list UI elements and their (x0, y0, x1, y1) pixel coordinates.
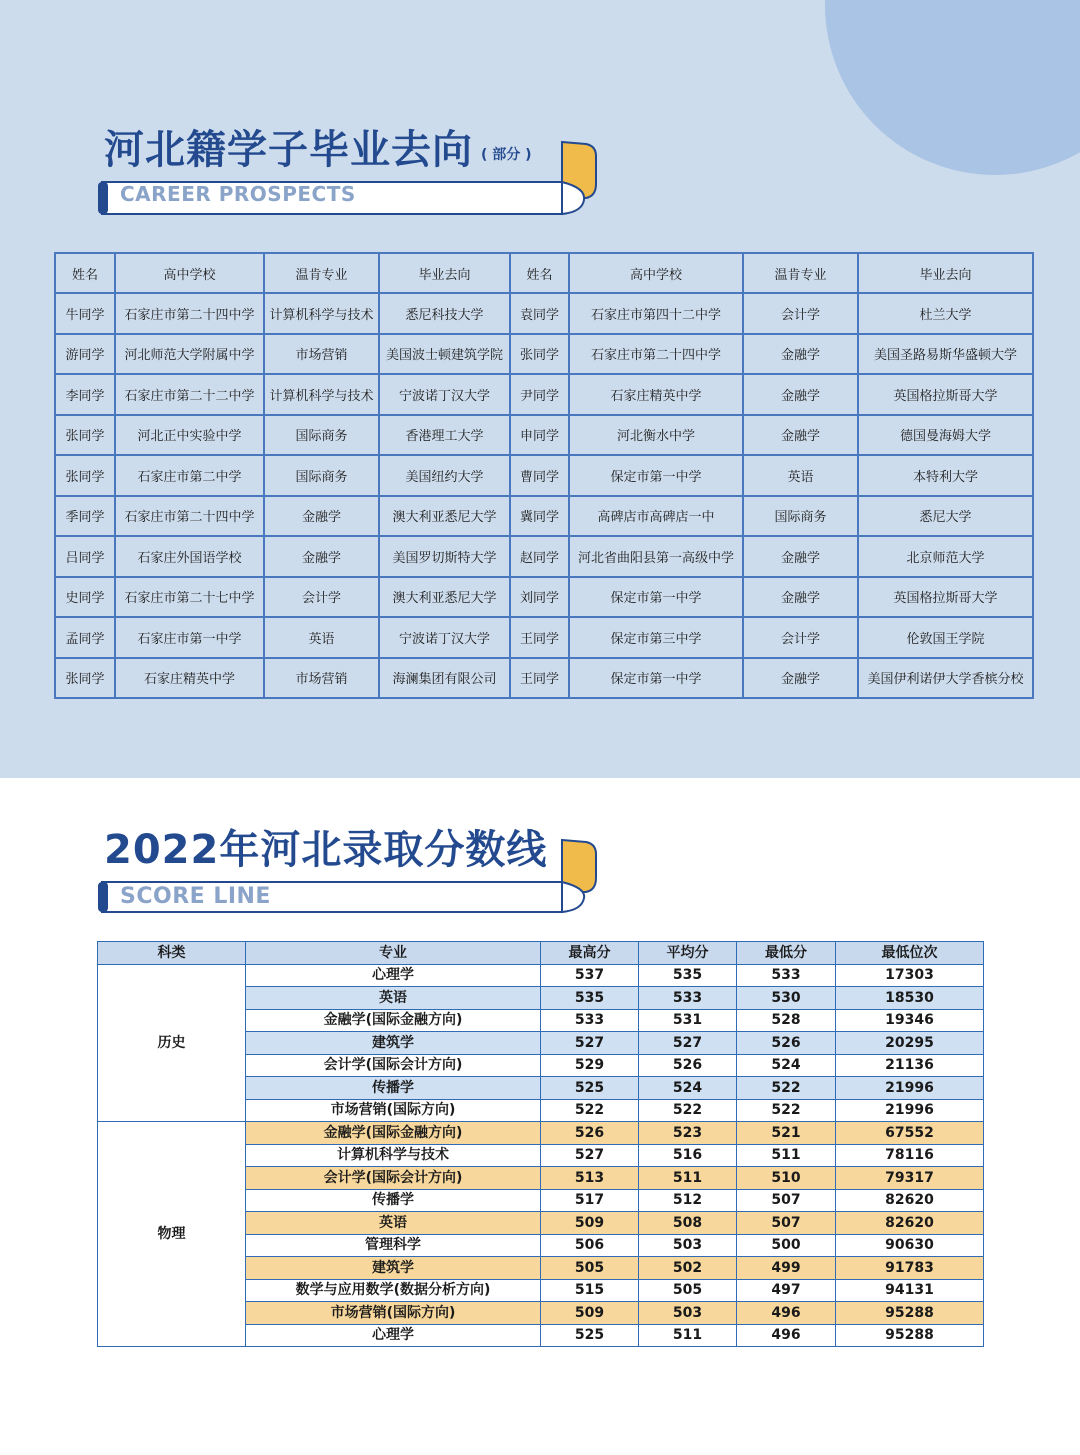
table-cell: 金融学 (743, 536, 858, 577)
table-cell: 石家庄市第二十二中学 (115, 374, 264, 415)
career-header-cell: 姓名 (510, 253, 569, 293)
table-cell: 牛同学 (55, 293, 115, 334)
score-cell: 503 (639, 1234, 737, 1257)
score-cell: 526 (737, 1032, 836, 1055)
table-cell: 石家庄外国语学校 (115, 536, 264, 577)
major-cell: 金融学(国际金融方向) (246, 1009, 541, 1032)
table-cell: 市场营销 (264, 658, 379, 699)
score-cell: 82620 (836, 1189, 984, 1212)
career-header-cell: 温肯专业 (264, 253, 379, 293)
score-cell: 537 (541, 964, 639, 987)
score-cell: 525 (541, 1077, 639, 1100)
table-cell: 保定市第三中学 (569, 617, 743, 658)
major-cell: 管理科学 (246, 1234, 541, 1257)
table-cell: 石家庄市第二十四中学 (115, 293, 264, 334)
score-cell: 524 (737, 1054, 836, 1077)
table-cell: 袁同学 (510, 293, 569, 334)
table-cell: 吕同学 (55, 536, 115, 577)
score-cell: 509 (541, 1212, 639, 1235)
score-cell: 19346 (836, 1009, 984, 1032)
table-row (55, 455, 1033, 496)
table-cell: 保定市第一中学 (569, 577, 743, 618)
score-cell: 524 (639, 1077, 737, 1100)
score-cell: 507 (737, 1189, 836, 1212)
score-cell: 513 (541, 1167, 639, 1190)
career-header-cell: 高中学校 (115, 253, 264, 293)
major-cell: 心理学 (246, 1324, 541, 1347)
score-cell: 515 (541, 1279, 639, 1302)
table-cell: 曹同学 (510, 455, 569, 496)
table-row (55, 293, 1033, 334)
table-cell: 金融学 (743, 577, 858, 618)
score-cell: 508 (639, 1212, 737, 1235)
table-cell: 石家庄精英中学 (115, 658, 264, 699)
score-cell: 527 (541, 1032, 639, 1055)
table-cell: 澳大利亚悉尼大学 (379, 577, 510, 618)
score-cell: 95288 (836, 1324, 984, 1347)
subject-cell: 历史 (98, 964, 246, 1122)
table-cell: 金融学 (264, 496, 379, 537)
score-cell: 496 (737, 1324, 836, 1347)
career-header-cell: 高中学校 (569, 253, 743, 293)
score-header-cell: 最低位次 (836, 942, 984, 965)
major-cell: 数学与应用数学(数据分析方向) (246, 1279, 541, 1302)
table-cell: 赵同学 (510, 536, 569, 577)
score-cell: 522 (639, 1099, 737, 1122)
table-cell: 悉尼大学 (858, 496, 1033, 537)
score-header-cell: 最低分 (737, 942, 836, 965)
score-cell: 533 (639, 987, 737, 1010)
decorative-circle (825, 0, 1080, 175)
table-cell: 刘同学 (510, 577, 569, 618)
score-cell: 510 (737, 1167, 836, 1190)
table-cell: 尹同学 (510, 374, 569, 415)
table-row (98, 1122, 984, 1145)
score-cell: 505 (639, 1279, 737, 1302)
score-cell: 533 (541, 1009, 639, 1032)
table-cell: 美国波士顿建筑学院 (379, 334, 510, 375)
major-cell: 英语 (246, 1212, 541, 1235)
score-cell: 500 (737, 1234, 836, 1257)
table-cell: 冀同学 (510, 496, 569, 537)
table-row (55, 374, 1033, 415)
career-title: 河北籍学子毕业去向 ( 部分 ) (104, 127, 532, 173)
table-row (55, 334, 1033, 375)
table-cell: 保定市第一中学 (569, 455, 743, 496)
table-cell: 国际商务 (264, 455, 379, 496)
score-cell: 507 (737, 1212, 836, 1235)
table-cell: 金融学 (743, 334, 858, 375)
table-cell: 宁波诺丁汉大学 (379, 374, 510, 415)
major-cell: 传播学 (246, 1189, 541, 1212)
score-header-row (98, 942, 984, 965)
career-header-cell: 毕业去向 (858, 253, 1033, 293)
score-cell: 525 (541, 1324, 639, 1347)
score-cell: 516 (639, 1144, 737, 1167)
table-row (55, 577, 1033, 618)
score-cell: 506 (541, 1234, 639, 1257)
career-table (54, 252, 1034, 699)
career-header-cell: 姓名 (55, 253, 115, 293)
score-cell: 91783 (836, 1257, 984, 1280)
score-cell: 526 (639, 1054, 737, 1077)
table-cell: 市场营销 (264, 334, 379, 375)
table-cell: 美国圣路易斯华盛顿大学 (858, 334, 1033, 375)
score-cell: 67552 (836, 1122, 984, 1145)
table-cell: 会计学 (743, 293, 858, 334)
score-cell: 95288 (836, 1302, 984, 1325)
table-cell: 金融学 (743, 374, 858, 415)
table-cell: 保定市第一中学 (569, 658, 743, 699)
table-cell: 本特利大学 (858, 455, 1033, 496)
table-cell: 澳大利亚悉尼大学 (379, 496, 510, 537)
table-cell: 河北衡水中学 (569, 415, 743, 456)
score-cell: 21996 (836, 1099, 984, 1122)
table-row (55, 415, 1033, 456)
major-cell: 建筑学 (246, 1257, 541, 1280)
table-cell: 英语 (743, 455, 858, 496)
score-cell: 21136 (836, 1054, 984, 1077)
table-cell: 英国格拉斯哥大学 (858, 374, 1033, 415)
table-cell: 香港理工大学 (379, 415, 510, 456)
major-cell: 会计学(国际会计方向) (246, 1054, 541, 1077)
table-cell: 伦敦国王学院 (858, 617, 1033, 658)
table-cell: 张同学 (510, 334, 569, 375)
table-cell: 国际商务 (264, 415, 379, 456)
table-row (55, 536, 1033, 577)
table-cell: 王同学 (510, 658, 569, 699)
table-cell: 美国伊利诺伊大学香槟分校 (858, 658, 1033, 699)
score-cell: 533 (737, 964, 836, 987)
table-cell: 李同学 (55, 374, 115, 415)
table-cell: 河北正中实验中学 (115, 415, 264, 456)
career-banner (96, 126, 606, 226)
table-cell: 英语 (264, 617, 379, 658)
major-cell: 会计学(国际会计方向) (246, 1167, 541, 1190)
table-cell: 石家庄市第二中学 (115, 455, 264, 496)
table-cell: 美国罗切斯特大学 (379, 536, 510, 577)
score-cell: 503 (639, 1302, 737, 1325)
score-cell: 502 (639, 1257, 737, 1280)
table-cell: 石家庄市第二十四中学 (569, 334, 743, 375)
score-cell: 509 (541, 1302, 639, 1325)
score-cell: 522 (541, 1099, 639, 1122)
table-cell: 海澜集团有限公司 (379, 658, 510, 699)
table-cell: 德国曼海姆大学 (858, 415, 1033, 456)
major-cell: 心理学 (246, 964, 541, 987)
major-cell: 计算机科学与技术 (246, 1144, 541, 1167)
major-cell: 传播学 (246, 1077, 541, 1100)
table-cell: 申同学 (510, 415, 569, 456)
score-subtitle: SCORE LINE (120, 884, 271, 909)
table-row (55, 658, 1033, 699)
table-cell: 杜兰大学 (858, 293, 1033, 334)
table-cell: 美国纽约大学 (379, 455, 510, 496)
score-cell: 531 (639, 1009, 737, 1032)
table-cell: 会计学 (743, 617, 858, 658)
table-cell: 石家庄精英中学 (569, 374, 743, 415)
major-cell: 金融学(国际金融方向) (246, 1122, 541, 1145)
table-cell: 英国格拉斯哥大学 (858, 577, 1033, 618)
table-cell: 张同学 (55, 415, 115, 456)
score-cell: 79317 (836, 1167, 984, 1190)
career-header-cell: 毕业去向 (379, 253, 510, 293)
table-cell: 高碑店市高碑店一中 (569, 496, 743, 537)
table-cell: 史同学 (55, 577, 115, 618)
score-banner (96, 826, 606, 926)
score-cell: 18530 (836, 987, 984, 1010)
table-cell: 石家庄市第四十二中学 (569, 293, 743, 334)
table-cell: 石家庄市第二十四中学 (115, 496, 264, 537)
table-cell: 河北师范大学附属中学 (115, 334, 264, 375)
major-cell: 英语 (246, 987, 541, 1010)
score-cell: 78116 (836, 1144, 984, 1167)
score-cell: 90630 (836, 1234, 984, 1257)
score-cell: 526 (541, 1122, 639, 1145)
table-cell: 宁波诺丁汉大学 (379, 617, 510, 658)
table-row (55, 496, 1033, 537)
score-cell: 499 (737, 1257, 836, 1280)
score-cell: 527 (639, 1032, 737, 1055)
score-cell: 511 (737, 1144, 836, 1167)
score-cell: 522 (737, 1099, 836, 1122)
score-cell: 17303 (836, 964, 984, 987)
table-cell: 北京师范大学 (858, 536, 1033, 577)
table-row (98, 964, 984, 987)
score-cell: 521 (737, 1122, 836, 1145)
major-cell: 市场营销(国际方向) (246, 1302, 541, 1325)
score-cell: 505 (541, 1257, 639, 1280)
score-cell: 497 (737, 1279, 836, 1302)
table-cell: 张同学 (55, 658, 115, 699)
table-cell: 孟同学 (55, 617, 115, 658)
score-cell: 496 (737, 1302, 836, 1325)
score-cell: 535 (541, 987, 639, 1010)
table-row (55, 617, 1033, 658)
score-header-cell: 科类 (98, 942, 246, 965)
score-cell: 522 (737, 1077, 836, 1100)
table-cell: 季同学 (55, 496, 115, 537)
table-cell: 石家庄市第一中学 (115, 617, 264, 658)
career-header-row (55, 253, 1033, 293)
score-table (97, 941, 984, 1347)
table-cell: 悉尼科技大学 (379, 293, 510, 334)
table-cell: 金融学 (743, 415, 858, 456)
score-cell: 530 (737, 987, 836, 1010)
table-cell: 计算机科学与技术 (264, 293, 379, 334)
subject-cell: 物理 (98, 1122, 246, 1347)
score-cell: 94131 (836, 1279, 984, 1302)
career-header-cell: 温肯专业 (743, 253, 858, 293)
score-header-cell: 专业 (246, 942, 541, 965)
table-cell: 河北省曲阳县第一高级中学 (569, 536, 743, 577)
score-cell: 511 (639, 1324, 737, 1347)
score-cell: 528 (737, 1009, 836, 1032)
score-cell: 527 (541, 1144, 639, 1167)
table-cell: 计算机科学与技术 (264, 374, 379, 415)
score-cell: 529 (541, 1054, 639, 1077)
table-cell: 张同学 (55, 455, 115, 496)
score-title: 2022年河北录取分数线 (104, 827, 548, 873)
table-cell: 王同学 (510, 617, 569, 658)
score-cell: 20295 (836, 1032, 984, 1055)
table-cell: 游同学 (55, 334, 115, 375)
score-cell: 82620 (836, 1212, 984, 1235)
score-header-cell: 平均分 (639, 942, 737, 965)
table-cell: 金融学 (743, 658, 858, 699)
score-cell: 21996 (836, 1077, 984, 1100)
score-cell: 517 (541, 1189, 639, 1212)
table-cell: 金融学 (264, 536, 379, 577)
major-cell: 市场营销(国际方向) (246, 1099, 541, 1122)
table-cell: 会计学 (264, 577, 379, 618)
score-cell: 523 (639, 1122, 737, 1145)
table-cell: 国际商务 (743, 496, 858, 537)
score-cell: 511 (639, 1167, 737, 1190)
career-subtitle: CAREER PROSPECTS (120, 182, 356, 206)
major-cell: 建筑学 (246, 1032, 541, 1055)
table-cell: 石家庄市第二十七中学 (115, 577, 264, 618)
score-header-cell: 最高分 (541, 942, 639, 965)
score-cell: 535 (639, 964, 737, 987)
score-cell: 512 (639, 1189, 737, 1212)
